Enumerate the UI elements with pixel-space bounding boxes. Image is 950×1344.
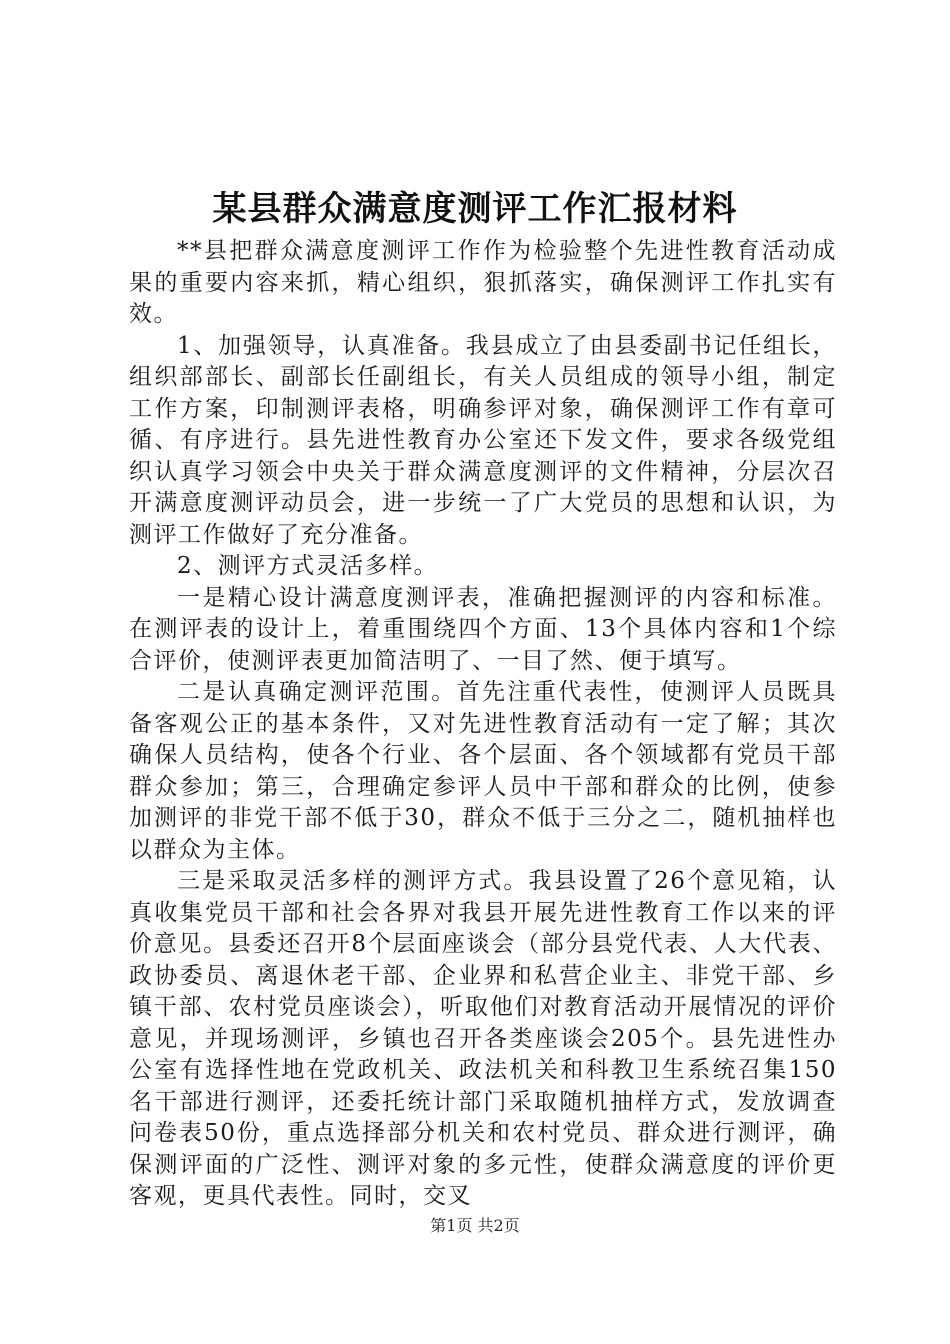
paragraph-third-point: 三是采取灵活多样的测评方式。我县设置了26个意见箱，认真收集党员干部和社会各界对我县开展先进性教育工作以来的评价意见。县委还召开8个层面座谈会（部分县党代表、人大代表、政协委员、离退休老干部、企业界和私营企业主、非党干部、乡镇干部、农村党员座谈会），听取他们对教育活动开展情况的评价意见，并现场测评，乡镇也召开各类座谈会205个。县先进性办公室有选择性地在党政机关、政法机关和科教卫生系统召集150名干部进行测评，还委托统计部门采取随机抽样方式，发放调查问卷表50份，重点选择部分机关和农村党员、群众进行测评，确保测评面的广泛性、测评对象的多元性，使群众满意度的评价更客观，更具代表性。同时，交叉 xyxy=(129,868,837,1209)
paragraph-methods-heading: 2、测评方式灵活多样。 xyxy=(177,553,439,579)
paragraph-second-point: 二是认真确定测评范围。首先注重代表性，使测评人员既具备客观公正的基本条件，又对先进性教育活动有一定了解；其次确保人员结构，使各个行业、各个层面、各个领域都有党员干部群众参加；第三，合理确定参评人员中干部和群众的比例，使参加测评的非党干部不低于30，群众不低于三分之二，随机抽样也以群众为主体。 xyxy=(129,679,837,863)
document-title: 某县群众满意度测评工作汇报材料 xyxy=(212,189,738,229)
paragraph-intro: **县把群众满意度测评工作作为检验整个先进性教育活动成果的重要内容来抓，精心组织，狠抓落实，确保测评工作扎实有效。 xyxy=(129,238,837,327)
paragraph-leadership: 1、加强领导，认真准备。我县成立了由县委副书记任组长，组织部部长、副部长任副组长，有关人员组成的领导小组，制定工作方案，印制测评表格，明确参评对象，确保测评工作有章可循、有序进行。县先进性教育办公室还下发文件，要求各级党组织认真学习领会中央关于群众满意度测评的文件精神，分层次召开满意度测评动员会，进一步统一了广大党员的思想和认识，为测评工作做好了充分准备。 xyxy=(129,332,837,548)
paragraph-first-point: 一是精心设计满意度测评表，准确把握测评的内容和标准。在测评表的设计上，着重围绕四个方面、13个具体内容和1个综合评价，使测评表更加简洁明了、一目了然、便于填写。 xyxy=(129,584,837,674)
document-body xyxy=(129,236,837,1213)
page-number-footer: 第1页 共2页 xyxy=(430,1216,520,1235)
